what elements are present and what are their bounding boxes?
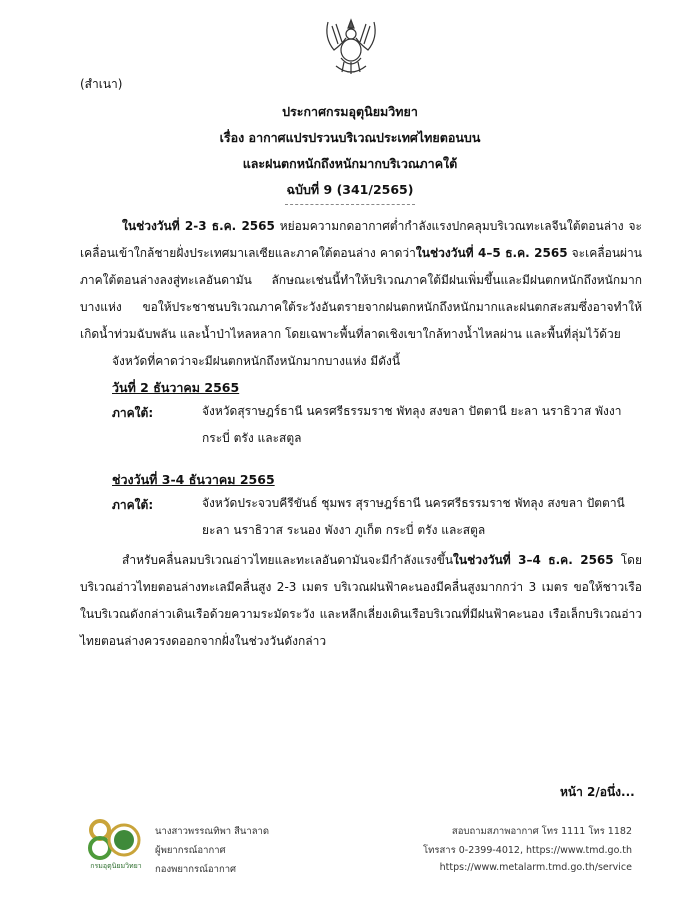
signatory-name: นางสาวพรรณทิพา สีนาลาด [155,826,270,837]
region-label: ภาคใต้: [112,406,154,420]
announcement-number: ฉบับที่ 9 (341/2565) [286,182,414,197]
paragraph-marine-warning: สำหรับคลื่นลมบริเวณอ่าวไทยและทะเลอันดามันจะมีกำลังแรงขึ้นในช่วงวันที่ 3–4 ธ.ค. 2565 โดยบริเวณอ่าวไทยตอนล่างทะเลมีคลื่นสูง 2-3 เมตร บริเวณฝนฟ้าคะนองมีคลื่นสูงมากกว่า 3 เมตร ขอให้ชาวเรือในบริเวณดังกล่าวเดินเรือด้วยความระมัดระวัง และหลีกเลี่ยงเดินเรือบริเวณที่มีฝนฟ้าคะนอง เรือเล็กบริเวณอ่าวไทยตอนล่างควรงดออกจากฝั่งในช่วงวันดังกล่าว [80,553,642,648]
bold-date-range: ในช่วงวันที่ 2-3 ธ.ค. 2565 [122,219,275,233]
contact-service-link[interactable]: https://www.metalarm.tmd.go.th/service [439,862,632,873]
provinces-intro: จังหวัดที่คาดว่าจะมีฝนตกหนักถึงหนักมากบางแห่ง มีดังนี้ [112,354,401,368]
garuda-emblem-icon [318,14,384,80]
svg-text:กรมอุตุนิยมวิทยา: กรมอุตุนิยมวิทยา [90,862,142,870]
page-continuation: หน้า 2/อนึ่ง... [560,785,635,799]
announcement-subject: เรื่อง อากาศแปรปรวนบริเวณประเทศไทยตอนบน [219,130,481,145]
bold-date-range: ในช่วงวันที่ 4–5 ธ.ค. 2565 [415,246,568,260]
signatory-division: กองพยากรณ์อากาศ [155,864,237,875]
bold-date-range: ในช่วงวันที่ 3–4 ธ.ค. 2565 [453,553,614,567]
separator [285,204,415,205]
copy-label: (สำเนา) [80,77,123,91]
tmd-logo-icon [80,816,152,874]
region-label: ภาคใต้: [112,498,154,512]
contact-fax-website[interactable]: โทรสาร 0-2399-4012, https://www.tmd.go.th [423,845,632,856]
province-list: จังหวัดประจวบคีรีขันธ์ ชุมพร สุราษฎร์ธานี นครศรีธรรมราช พัทลุง สงขลา ปัตตานี ยะลา นราธิวาส ระนอง พังงา ภูเก็ต กระบี่ ตรัง และสตูล [202,496,625,537]
forecast-date-heading: วันที่ 2 ธันวาคม 2565 [112,380,240,395]
province-list: จังหวัดสุราษฎร์ธานี นครศรีธรรมราช พัทลุง สงขลา ปัตตานี ยะลา นราธิวาส พังงา กระบี่ ตรัง และสตูล [202,404,622,445]
paragraph-weather-summary: ในช่วงวันที่ 2-3 ธ.ค. 2565 หย่อมความกดอากาศต่ำกำลังแรงปกคลุมบริเวณทะเลจีนใต้ตอนล่าง จะเคลื่อนเข้าใกล้ชายฝั่งประเทศมาเลเซียและภาคใต้ตอนล่าง คาดว่าในช่วงวันที่ 4–5 ธ.ค. 2565 จะเคลื่อนผ่านภาคใต้ตอนล่างลงสู่ทะเลอันดามัน ลักษณะเช่นนี้ทำให้บริเวณภาคใต้มีฝนเพิ่มขึ้นและมีฝนตกหนักถึงหนักมากบางแห่ง ขอให้ประชาชนบริเวณภาคใต้ระวังอันตรายจากฝนตกหนักถึงหนักมากและฝนตกสะสมซึ่งอาจทำให้เกิดน้ำท่วมฉับพลัน และน้ำป่าไหลหลาก โดยเฉพาะพื้นที่ลาดเชิงเขาใกล้ทางน้ำไหลผ่าน และพื้นที่ลุ่มไว้ด้วย [80,219,642,341]
signatory-position: ผู้พยากรณ์อากาศ [155,845,226,856]
announcement-title: ประกาศกรมอุตุนิยมวิทยา [282,104,418,119]
contact-phone: สอบถามสภาพอากาศ โทร 1111 โทร 1182 [451,826,632,837]
announcement-subject-cont: และฝนตกหนักถึงหนักมากบริเวณภาคใต้ [242,156,458,171]
forecast-date-heading: ช่วงวันที่ 3-4 ธันวาคม 2565 [112,472,275,487]
